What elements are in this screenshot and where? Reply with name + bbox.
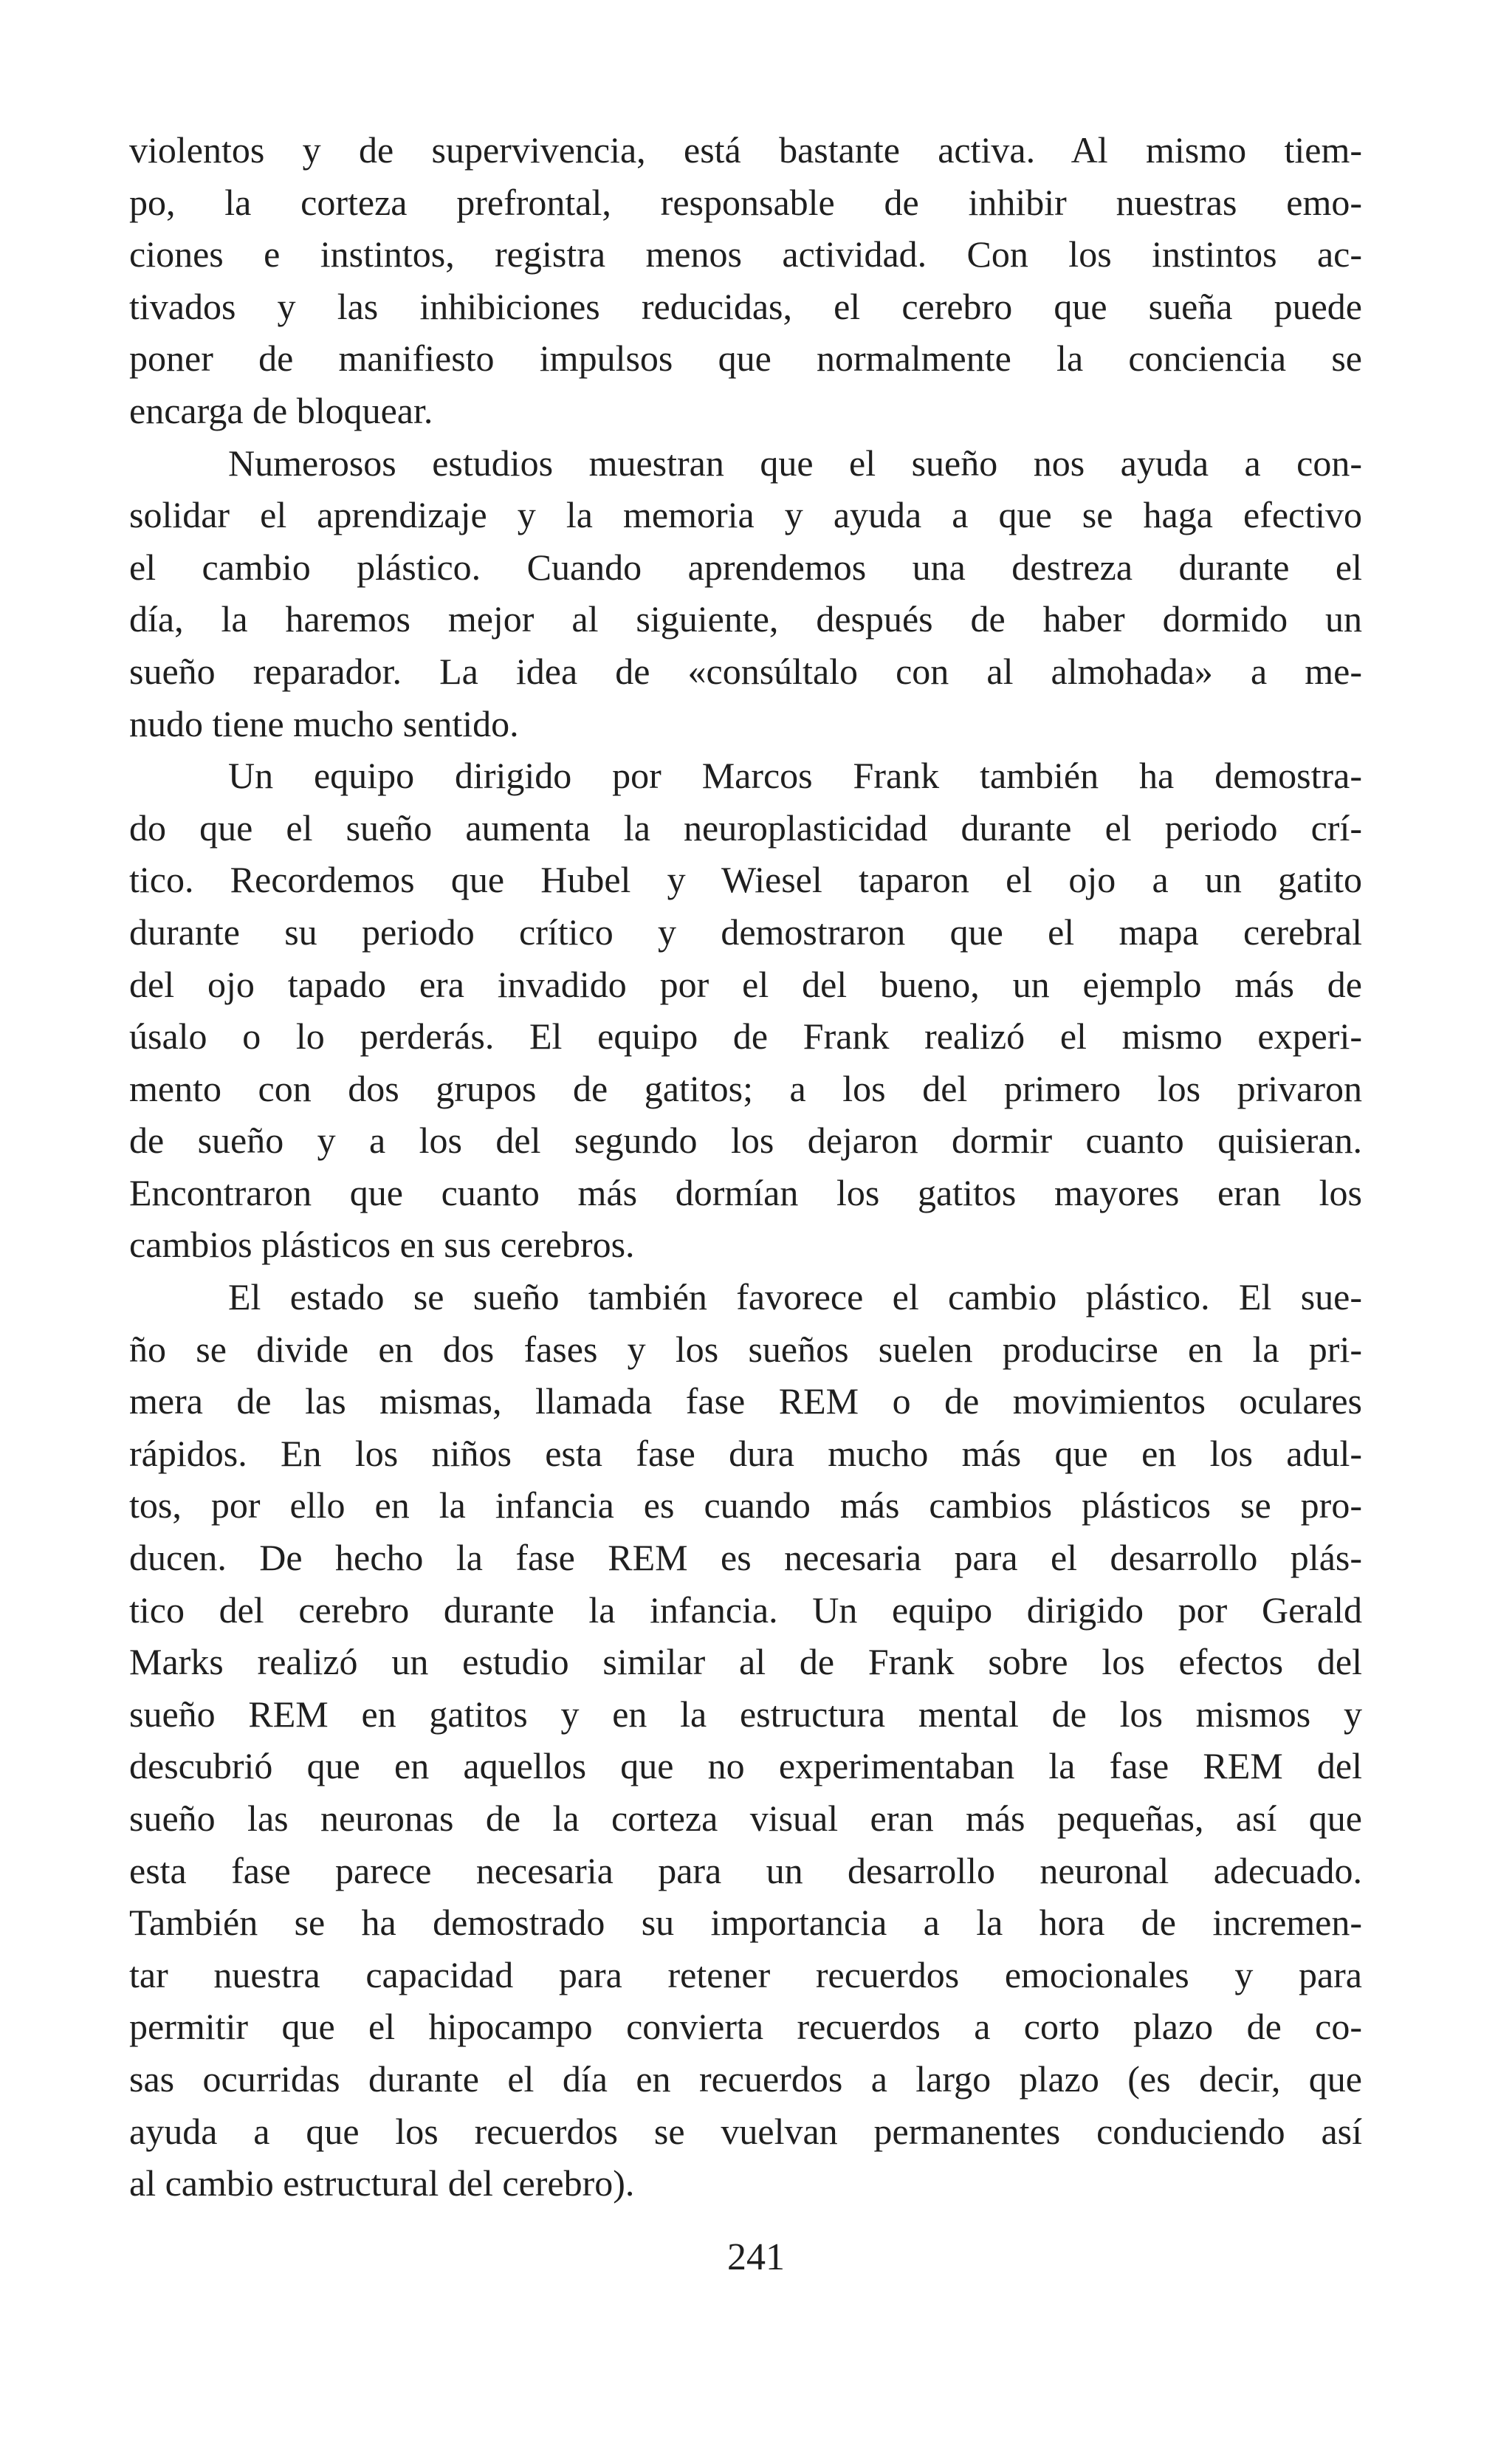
text-line: mera de las mismas, llamada fase REM o de movimientos oculares xyxy=(129,1380,1362,1422)
text-line: tico del cerebro durante la infancia. Un equipo dirigido por Gerald xyxy=(129,1589,1362,1631)
text-line: de sueño y a los del segundo los dejaron dormir cuanto quisieran. xyxy=(129,1120,1362,1162)
paragraph-3 xyxy=(129,750,1362,1271)
text-line: tos, por ello en la infancia es cuando más cambios plásticos se pro- xyxy=(129,1484,1362,1526)
text-line: El estado se sueño también favorece el cambio plástico. El sue- xyxy=(228,1276,1362,1318)
text-line: Encontraron que cuanto más dormían los gatitos mayores eran los xyxy=(129,1171,1362,1213)
text-line: del ojo tapado era invadido por el del bueno, un ejemplo más de xyxy=(129,963,1362,1005)
text-line: ciones e instintos, registra menos actividad. Con los instintos ac- xyxy=(129,233,1362,275)
text-line: poner de manifiesto impulsos que normalmente la conciencia se xyxy=(129,337,1362,380)
text-line: violentos y de supervivencia, está bastante activa. Al mismo tiem- xyxy=(129,129,1362,171)
text-line: descubrió que en aquellos que no experimentaban la fase REM del xyxy=(129,1745,1362,1787)
text-line: do que el sueño aumenta la neuroplasticidad durante el periodo crí- xyxy=(129,806,1362,849)
text-line: También se ha demostrado su importancia a la hora de incremen- xyxy=(129,1902,1362,1944)
text-line: permitir que el hipocampo convierta recuerdos a corto plazo de co- xyxy=(129,2006,1362,2048)
text-line: sas ocurridas durante el día en recuerdos a largo plazo (es decir, que xyxy=(129,2057,1362,2100)
text-line: sueño las neuronas de la corteza visual eran más pequeñas, así que xyxy=(129,1798,1362,1839)
text-line: tivados y las inhibiciones reducidas, el cerebro que sueña puede xyxy=(129,285,1362,327)
text-line: mento con dos grupos de gatitos; a los del primero los privaron xyxy=(129,1067,1362,1109)
text-line: tico. Recordemos que Hubel y Wiesel taparon el ojo a un gatito xyxy=(129,859,1362,901)
text-line: Marks realizó un estudio similar al de Frank sobre los efectos del xyxy=(129,1641,1362,1683)
text-line: encarga de bloquear. xyxy=(129,389,433,431)
text-line: tar nuestra capacidad para retener recuerdos emocionales y para xyxy=(129,1953,1362,1995)
text-line: po, la corteza prefrontal, responsable de inhibir nuestras emo- xyxy=(129,181,1362,223)
text-line: ño se divide en dos fases y los sueños suelen producirse en la pri- xyxy=(129,1328,1362,1370)
text-line: sueño REM en gatitos y en la estructura mental de los mismos y xyxy=(129,1693,1362,1735)
text-line: rápidos. En los niños esta fase dura mucho más que en los adul- xyxy=(129,1432,1362,1474)
paragraph-4 xyxy=(129,1271,1362,2210)
text-line: úsalo o lo perderás. El equipo de Frank realizó el mismo experi- xyxy=(129,1015,1362,1058)
text-line: nudo tiene mucho sentido. xyxy=(129,702,519,744)
text-line: Un equipo dirigido por Marcos Frank también ha demostra- xyxy=(228,755,1362,797)
text-line: el cambio plástico. Cuando aprendemos una destreza durante el xyxy=(129,546,1362,588)
text-line: sueño reparador. La idea de «consúltalo con al almohada» a me- xyxy=(129,650,1362,692)
text-line: esta fase parece necesaria para un desarrollo neuronal adecuado. xyxy=(129,1849,1362,1891)
paragraph-1 xyxy=(129,124,1362,437)
page-number: 241 xyxy=(727,2236,785,2278)
text-line: día, la haremos mejor al siguiente, después de haber dormido un xyxy=(129,598,1362,640)
text-line: ducen. De hecho la fase REM es necesaria para el desarrollo plás- xyxy=(129,1537,1362,1579)
text-line: solidar el aprendizaje y la memoria y ayuda a que se haga efectivo xyxy=(129,494,1362,536)
text-line: durante su periodo crítico y demostraron que el mapa cerebral xyxy=(129,911,1362,953)
body-text xyxy=(129,124,1362,2210)
text-line: al cambio estructural del cerebro). xyxy=(129,2162,635,2204)
paragraph-2 xyxy=(129,437,1362,750)
text-line: cambios plásticos en sus cerebros. xyxy=(129,1224,635,1266)
text-line: ayuda a que los recuerdos se vuelvan permanentes conduciendo así xyxy=(129,2110,1362,2152)
text-line: Numerosos estudios muestran que el sueño nos ayuda a con- xyxy=(228,442,1362,484)
